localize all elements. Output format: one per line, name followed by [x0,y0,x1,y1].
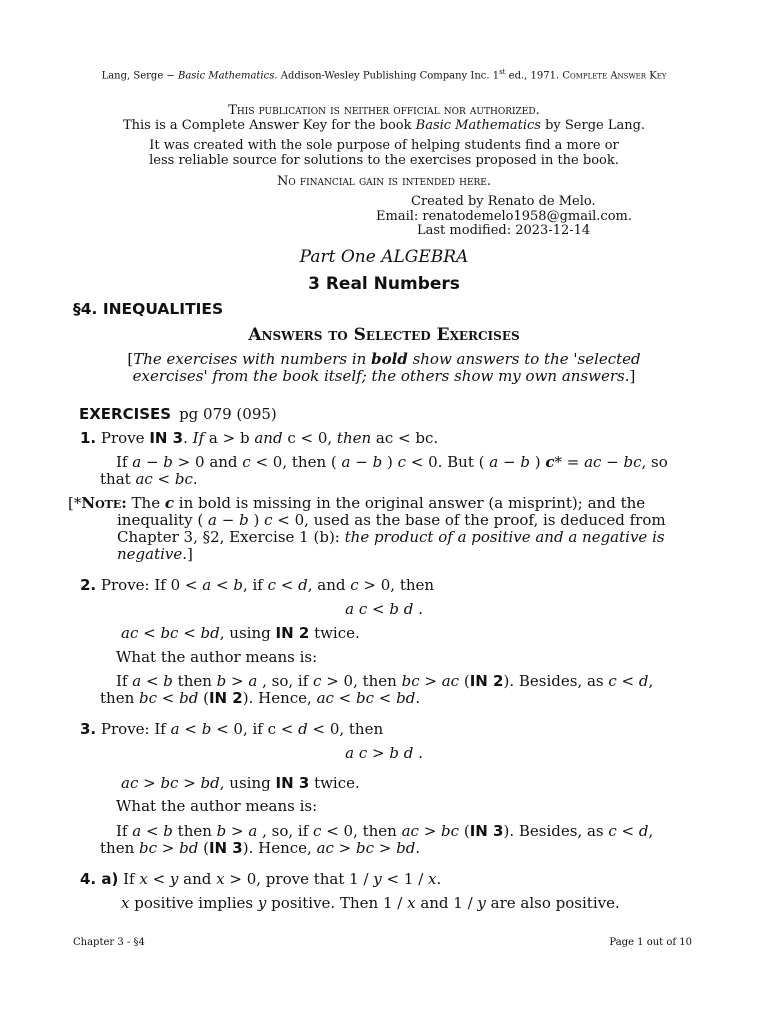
header-author: Lang, Serge − [101,70,178,82]
exercise-2-means: What the author means is: [116,648,318,666]
exercise-2-formula: a c < b d . [345,600,423,618]
section-title: §4. INEQUALITIES [73,300,224,318]
note-line-3: Chapter 3, §2, Exercise 1 (b): the product of a positive and a negative is [117,528,665,546]
intro-bracket: ] [629,367,636,385]
footer-page-number: Page 1 out of 10 [609,937,692,948]
exercises-label: EXERCISES [79,405,172,423]
exercises-pages: pg 079 (095) [179,405,277,423]
exercise-1-question: 1. Prove IN 3. If a > b and c < 0, then ac < bc. [80,429,439,447]
answers-title: Answers to Selected Exercises [248,325,520,345]
exercise-3-explain-line-1: If a < b then b > a , so, if c < 0, then ac > bc (IN 3). Besides, as c < d, [116,822,654,840]
exercise-4-answer: x positive implies y positive. Then 1 / x and 1 / y are also positive. [121,894,620,912]
exercises-heading [79,405,277,423]
notice-book-title: Basic Mathematics [415,118,541,133]
exercise-3-explain-line-2: then bc > bd (IN 3). Hence, ac > bc > bd. [100,839,421,857]
notice-line-3: It was created with the sole purpose of helping students find a more or [149,138,619,153]
exercise-number: 3. [80,720,97,738]
header-publisher: Addison-Wesley Publishing Company Inc. 1 [277,70,500,82]
running-header [0,68,768,81]
exercise-3-question: 3. Prove: If a < b < 0, if c < d < 0, then [80,720,384,738]
notice-line-1: This publication is neither official nor authorized. [228,103,540,118]
exercise-1-answer-line-1: If a − b > 0 and c < 0, then ( a − b ) c < 0. But ( a − b ) c* = ac − bc, so [116,453,668,471]
credit-created: Created by Renato de Melo. [411,194,596,209]
exercise-2-solution: ac < bc < bd, using IN 2 twice. [121,624,360,642]
notice-line-2 [0,117,768,135]
note-label: Note: [81,494,127,512]
note-line-4: negative.] [117,545,193,563]
intro-text: show answers to the 'selected [407,350,641,368]
exercise-2-question: 2. Prove: If 0 < a < b, if c < d, and c > 0, then [80,576,435,594]
exercise-2-explain-line-2: then bc < bd (IN 2). Hence, ac < bc < bd. [100,689,421,707]
exercise-number: 4. a) [80,870,119,888]
exercise-2-explain-line-1: If a < b then b > a , so, if c > 0, then bc > ac (IN 2). Besides, as c < d, [116,672,654,690]
exercise-3-means: What the author means is: [116,797,318,815]
exercise-3-solution: ac > bc > bd, using IN 3 twice. [121,774,360,792]
header-book: Basic Mathematics. [177,70,278,82]
header-key: Complete Answer Key [562,70,667,82]
intro-bold-word: bold [371,350,408,368]
footer-chapter: Chapter 3 - §4 [73,937,145,948]
intro-text: The exercises with numbers in [133,350,372,368]
notice-line-4: less reliable source for solutions to the exercises proposed in the book. [149,153,619,168]
exercise-3-formula: a c > b d . [345,744,423,762]
header-sup: st [499,68,506,76]
exercise-1-answer-line-2: that ac < bc. [100,470,198,488]
header-edition: ed., 1971. [505,70,563,82]
credit-modified: Last modified: 2023-12-14 [417,223,591,238]
intro-line-2 [0,367,768,385]
notice-text: This is a Complete Answer Key for the book [122,118,416,133]
part-title: Part One ALGEBRA [299,247,469,267]
note-line-2: inequality ( a − b ) c < 0, used as the base of the proof, is deduced from [117,511,666,529]
notice-text: by Serge Lang. [540,118,646,133]
notice-line-5: No financial gain is intended here. [277,174,491,189]
chapter-title: 3 Real Numbers [308,274,460,294]
exercise-number: 2. [80,576,97,594]
exercise-4-question: 4. a) If x < y and x > 0, prove that 1 / y < 1 / x. [80,870,442,888]
intro-bracket: [ [127,350,134,368]
note-line-1: [*Note: The c in bold is missing in the original answer (a misprint); and the [68,494,646,512]
exercise-number: 1. [80,429,97,447]
credit-email: Email: renatodemelo1958@gmail.com. [376,209,632,224]
intro-text: exercises' from the book itself; the others show my own answers. [132,367,630,385]
intro-line-1 [0,350,768,368]
